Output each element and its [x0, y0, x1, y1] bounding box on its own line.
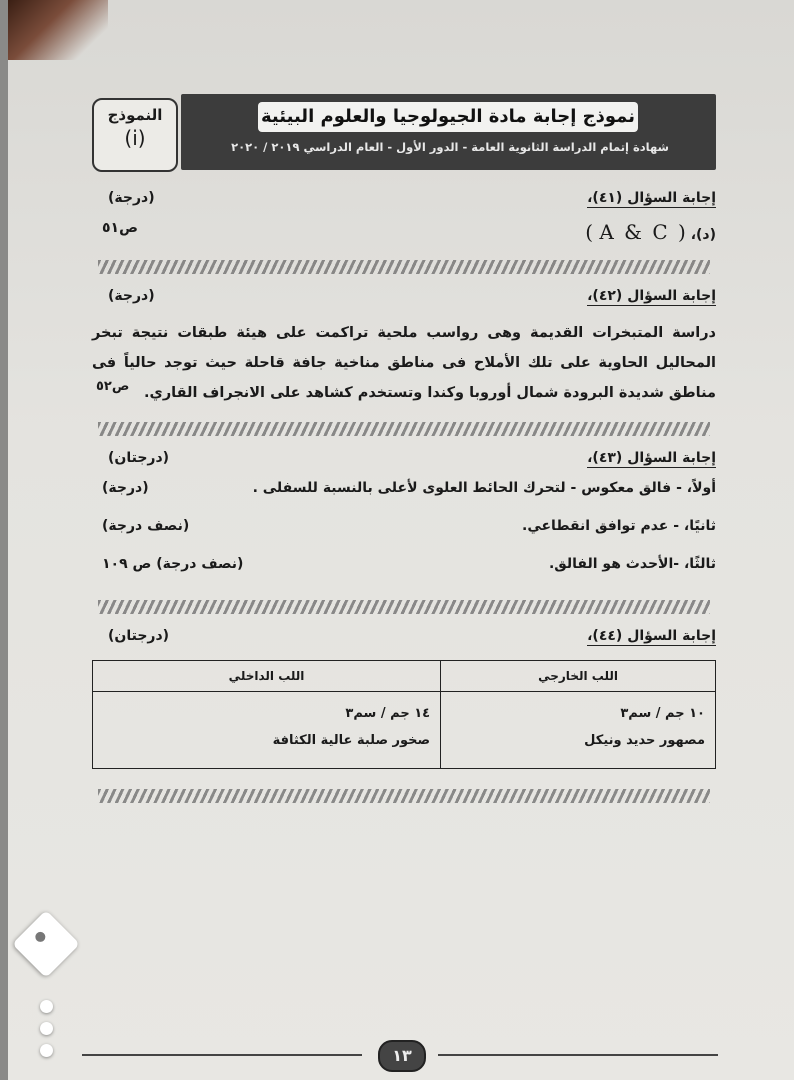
question-43-item — [92, 552, 716, 586]
column-header-outer-core: اللب الخارجي — [441, 661, 716, 692]
answer-letters: ( A & C ) — [585, 220, 686, 244]
inner-core-density: ١٤ جم / سم٣ — [345, 706, 431, 721]
outer-core-cell — [441, 692, 716, 769]
question-42-title: إجابة السؤال (٤٢)، — [587, 288, 716, 304]
header-subtitle: شهادة إتمام الدراسة الثانوية العامة - الدور الأول - العام الدراسي ٢٠١٩ / ٢٠٢٠ — [231, 140, 669, 154]
question-43-item-grade: (نصف درجة) — [102, 518, 190, 534]
question-44-grade: (درجتان) — [108, 628, 170, 644]
section-divider — [98, 600, 710, 614]
question-43-header — [92, 450, 716, 476]
answer-prefix: (د)، — [690, 227, 716, 243]
exam-page — [8, 0, 794, 1080]
question-41-header — [92, 190, 716, 216]
question-44-title: إجابة السؤال (٤٤)، — [587, 628, 716, 644]
question-41-answer — [585, 220, 716, 244]
question-41-page-ref: ص٥١ — [102, 220, 138, 236]
table-row — [93, 692, 716, 769]
question-43-title: إجابة السؤال (٤٣)، — [587, 450, 716, 466]
inner-core-composition: صخور صلبة عالية الكثافة — [272, 733, 431, 748]
section-divider — [98, 260, 710, 274]
column-header-inner-core: اللب الداخلي — [93, 661, 441, 692]
question-42-header — [92, 288, 716, 314]
question-43-item — [92, 476, 716, 514]
more-options-icon[interactable] — [40, 1000, 56, 1066]
section-divider — [98, 789, 710, 803]
model-label: النموذج — [107, 106, 163, 124]
question-42 — [92, 288, 716, 408]
question-41-title: إجابة السؤال (٤١)، — [587, 190, 716, 206]
question-43-grade: (درجتان) — [108, 450, 170, 466]
header-band — [181, 94, 716, 170]
question-41-grade: (درجة) — [108, 190, 155, 206]
outer-core-composition: مصهور حديد ونيكل — [584, 733, 705, 748]
page-number: ١٣ — [378, 1040, 426, 1072]
page-header — [92, 94, 716, 174]
question-43-item-text: ثانيًا، - عدم توافق انقطاعي. — [522, 518, 716, 534]
question-43-item-grade: (نصف درجة) ص ١٠٩ — [102, 556, 244, 572]
core-comparison-table — [92, 660, 716, 769]
section-divider — [98, 422, 710, 436]
footer-rule — [438, 1054, 718, 1056]
question-43-item-text: ثالثًا، -الأحدث هو الفالق. — [548, 556, 716, 572]
outer-core-density: ١٠ جم / سم٣ — [620, 706, 705, 721]
inner-core-cell — [93, 692, 441, 769]
question-43-item — [92, 514, 716, 552]
answer-key-content — [92, 94, 716, 817]
question-42-text: دراسة المتبخرات القديمة وهى رواسب ملحية تراكمت على هيئة طبقات نتيجة تبخر المحاليل الحاوية على تلك الأملاح فى مناطق مناخية جافة قاحلة حيث توجد حالياً فى مناطق شديدة البرودة شمال أوروبا وكندا وتستخدم كشاهد على الانجراف القاري. — [92, 325, 716, 401]
question-42-page-ref: ص٥٢ — [96, 379, 130, 394]
question-41-answer-row — [92, 216, 716, 246]
question-44-header — [92, 628, 716, 654]
question-42-grade: (درجة) — [108, 288, 155, 304]
question-41 — [92, 190, 716, 246]
background-corner — [8, 0, 108, 60]
footer-rule — [82, 1054, 362, 1056]
model-badge — [92, 98, 178, 172]
question-44 — [92, 628, 716, 769]
question-43-item-text: أولاً، - فالق معكوس - لتحرك الحائط العلوى لأعلى بالنسبة للسفلى . — [252, 480, 716, 496]
question-43 — [92, 450, 716, 586]
question-43-item-grade: (درجة) — [102, 480, 149, 496]
model-code: (i) — [124, 126, 146, 150]
table-header-row — [93, 661, 716, 692]
page-footer — [82, 1040, 718, 1070]
header-title: نموذج إجابة مادة الجيولوجيا والعلوم البيئية — [258, 102, 638, 132]
question-42-answer — [92, 318, 716, 408]
